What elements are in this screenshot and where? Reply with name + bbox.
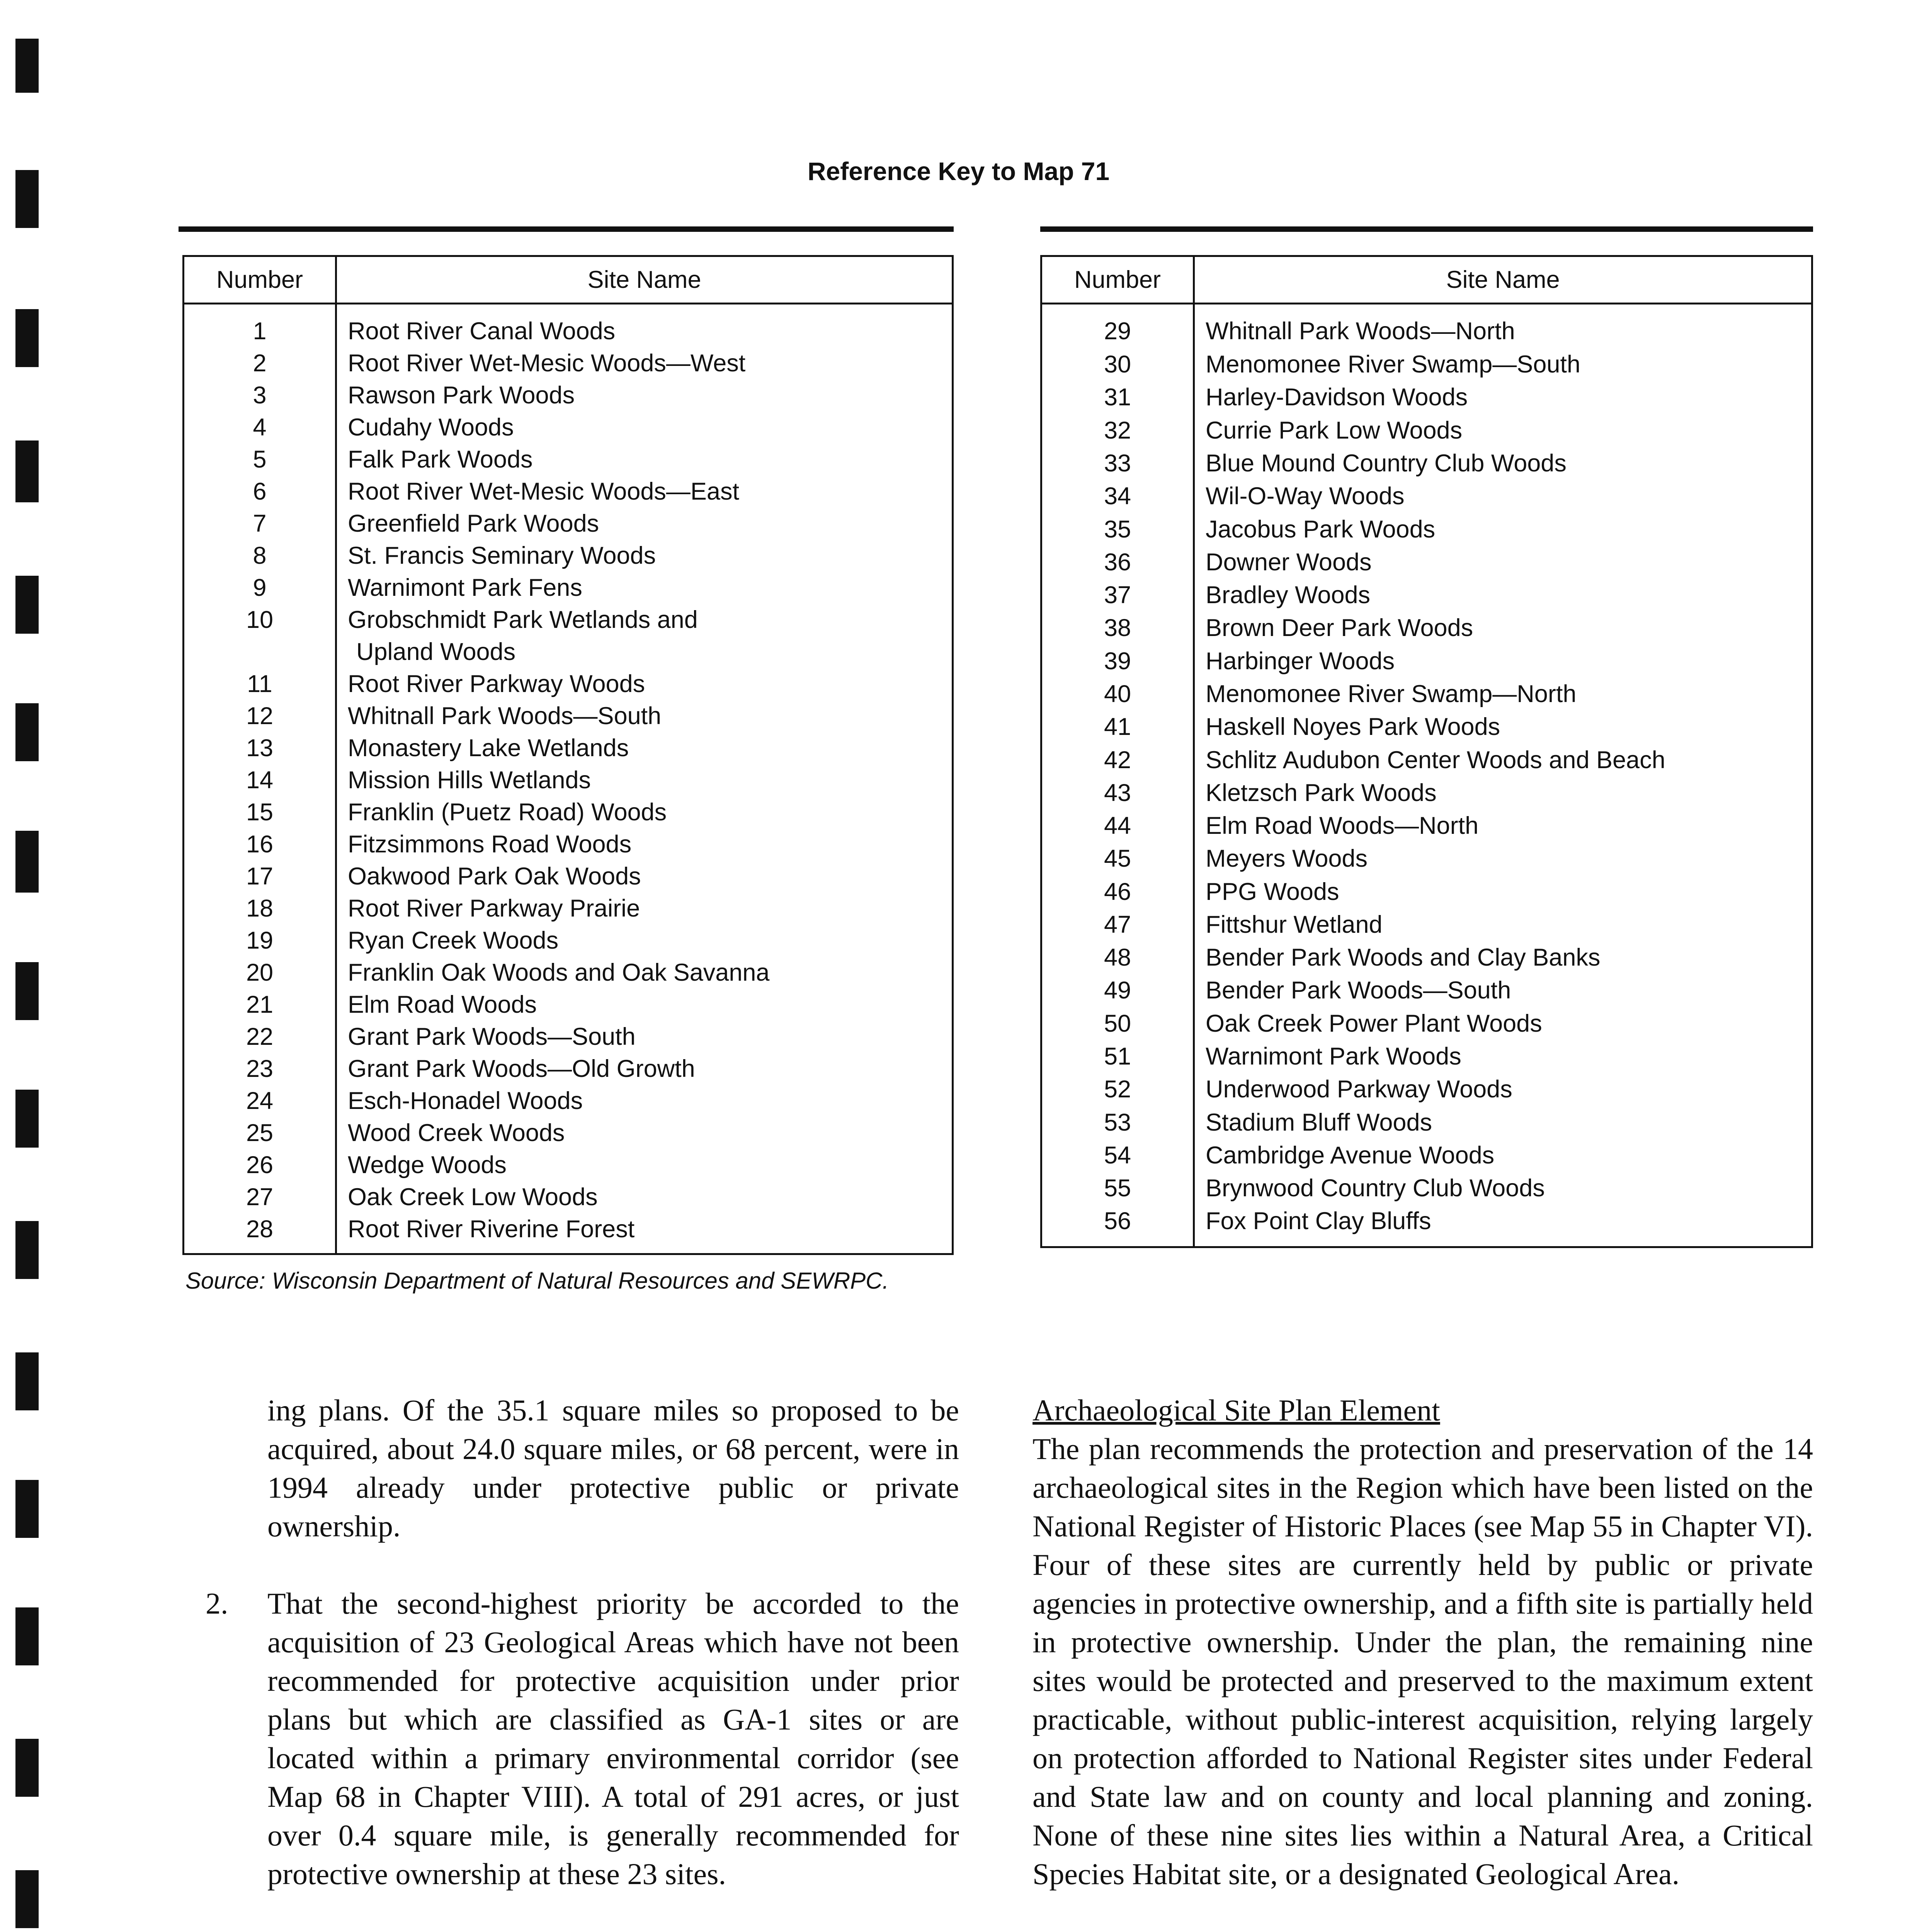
table-row (184, 700, 953, 732)
table-row (1041, 744, 1812, 777)
site-name: St. Francis Seminary Woods (348, 542, 656, 569)
table-row (1041, 1073, 1812, 1106)
site-name: Jacobus Park Woods (1206, 515, 1436, 543)
table-row (1041, 975, 1812, 1007)
archaeological-paragraph: The plan recommends the protection and preservation of the 14 archaeological sites in the Region which have been listed on the National Register of Historic Places (see Map 55 in Chapter VI). Four of these sites are currently held by public or private agencies in protective ownership, and a fifth site is partially held in protective ownership. Under the plan, the remaining nine sites would be protected and preserved to the maximum extent practicable, without public-interest acquisition, relying largely on protection afforded to National Register sites under Federal and State law and on county and local planning and zoning. None of these nine sites lies within a Natural Area, a Critical Species Habitat site, or a designated Geological Area. (1032, 1432, 1813, 1891)
table-row (184, 1021, 953, 1053)
site-number: 15 (184, 796, 336, 828)
site-name: Underwood Parkway Woods (1206, 1076, 1512, 1103)
site-number: 13 (184, 732, 336, 764)
site-name: Wood Creek Woods (348, 1119, 565, 1146)
table-filler-row (1041, 1238, 1812, 1247)
site-number: 50 (1041, 1008, 1194, 1041)
number-header: Number (1041, 256, 1194, 304)
site-name: Upland Woods (356, 638, 516, 665)
site-number: 5 (184, 444, 336, 476)
site-number: 2 (184, 347, 336, 379)
site-name: Menomonee River Swamp—South (1206, 351, 1580, 378)
table-row (184, 604, 953, 636)
table-row (1041, 1107, 1812, 1139)
left-reference-table (182, 255, 954, 1255)
table-row (184, 444, 953, 476)
site-number: 8 (184, 540, 336, 572)
table-row (184, 1053, 953, 1085)
table-row (184, 379, 953, 412)
table-source-note: Source: Wisconsin Department of Natural Resources and SEWRPC. (185, 1268, 889, 1294)
site-number: 9 (184, 572, 336, 604)
list-number: 2. (206, 1587, 228, 1620)
site-name: Wedge Woods (348, 1151, 507, 1179)
site-name: Warnimont Park Woods (1206, 1043, 1461, 1070)
table-row (1041, 678, 1812, 711)
site-name: Grant Park Woods—South (348, 1023, 636, 1050)
site-name: Cambridge Avenue Woods (1206, 1141, 1495, 1169)
site-number: 22 (184, 1021, 336, 1053)
site-name-header: Site Name (1194, 256, 1812, 304)
site-number: 11 (184, 668, 336, 700)
table-row (184, 636, 953, 668)
site-name: Stadium Bluff Woods (1206, 1109, 1432, 1136)
site-name: Fitzsimmons Road Woods (348, 831, 632, 858)
site-name: Whitnall Park Woods—North (1206, 318, 1515, 345)
table-filler-row (184, 1245, 953, 1254)
site-number: 25 (184, 1117, 336, 1149)
table-row (1041, 1172, 1812, 1205)
site-number: 24 (184, 1085, 336, 1117)
site-number: 38 (1041, 612, 1194, 645)
site-name: Haskell Noyes Park Woods (1206, 713, 1500, 741)
site-number: 44 (1041, 810, 1194, 843)
site-name: Currie Park Low Woods (1206, 417, 1463, 444)
table-row (184, 572, 953, 604)
page-title: Reference Key to Map 71 (807, 157, 1110, 185)
site-number: 45 (1041, 843, 1194, 876)
site-name: Meyers Woods (1206, 845, 1368, 872)
site-number: 32 (1041, 415, 1194, 447)
right-table-rule (1040, 226, 1813, 232)
table-row (184, 925, 953, 957)
site-number: 29 (1041, 304, 1194, 349)
table-row (184, 1149, 953, 1181)
site-number: 56 (1041, 1205, 1194, 1238)
table-row (1041, 349, 1812, 381)
table-row (1041, 1139, 1812, 1172)
table-row (184, 476, 953, 508)
table-row (1041, 843, 1812, 876)
site-number: 40 (1041, 678, 1194, 711)
site-name: Grobschmidt Park Wetlands and (348, 606, 698, 633)
site-number: 43 (1041, 777, 1194, 810)
site-number: 51 (1041, 1041, 1194, 1073)
site-name: Elm Road Woods (348, 991, 537, 1018)
table-row (1041, 876, 1812, 909)
site-name: Harbinger Woods (1206, 647, 1395, 675)
table-row (184, 1181, 953, 1213)
site-name: Monastery Lake Wetlands (348, 735, 629, 762)
site-number: 7 (184, 508, 336, 540)
site-name: Root River Parkway Prairie (348, 895, 640, 922)
site-name: Downer Woods (1206, 548, 1372, 576)
site-number: 55 (1041, 1172, 1194, 1205)
site-name: Rawson Park Woods (348, 382, 575, 409)
table-row (1041, 612, 1812, 645)
site-name: Whitnall Park Woods—South (348, 702, 662, 730)
site-name-header: Site Name (336, 256, 953, 304)
site-number: 4 (184, 412, 336, 444)
table-row (1041, 777, 1812, 810)
right-reference-table (1040, 255, 1813, 1248)
table-row (184, 957, 953, 989)
site-number: 23 (184, 1053, 336, 1085)
site-number: 3 (184, 379, 336, 412)
site-number: 26 (184, 1149, 336, 1181)
right-text-column (1032, 1391, 1813, 1932)
site-name: Ryan Creek Woods (348, 927, 559, 954)
table-row (1041, 711, 1812, 744)
site-number: 12 (184, 700, 336, 732)
table-row (1041, 810, 1812, 843)
table-row (184, 304, 953, 348)
table-row (184, 347, 953, 379)
table-row (1041, 381, 1812, 414)
site-name: Schlitz Audubon Center Woods and Beach (1206, 746, 1665, 774)
site-name: Root River Riverine Forest (348, 1216, 635, 1243)
site-name: Esch-Honadel Woods (348, 1087, 583, 1114)
site-name: Blue Mound Country Club Woods (1206, 449, 1567, 477)
site-name: Root River Wet-Mesic Woods—East (348, 478, 739, 505)
table-row (184, 1085, 953, 1117)
table-row (1041, 579, 1812, 612)
table-row (1041, 415, 1812, 447)
site-name: Fox Point Clay Bluffs (1206, 1208, 1431, 1235)
site-number: 39 (1041, 645, 1194, 678)
table-row (1041, 1205, 1812, 1238)
list-text: That the second-highest priority be accorded to the acquisition of 23 Geological Areas which have not been recommended for protective acquisition under prior plans but which are classified as GA-1 sites or are located within a primary environmental corridor (see Map 68 in Chapter VIII). A total of 291 acres, or just over 0.4 square mile, is generally recommended for protective ownership at these 23 sites. (267, 1587, 959, 1891)
site-number: 34 (1041, 480, 1194, 513)
table-row (184, 764, 953, 796)
table-row (1041, 304, 1812, 349)
site-name: Warnimont Park Fens (348, 574, 582, 601)
site-number: 20 (184, 957, 336, 989)
site-number: 54 (1041, 1139, 1194, 1172)
table-row (184, 508, 953, 540)
site-name: Greenfield Park Woods (348, 510, 599, 537)
site-name: Bender Park Woods—South (1206, 977, 1511, 1004)
site-number: 30 (1041, 349, 1194, 381)
table-row (1041, 447, 1812, 480)
site-number: 41 (1041, 711, 1194, 744)
table-row (1041, 909, 1812, 942)
table-row (184, 540, 953, 572)
site-name: Falk Park Woods (348, 446, 533, 473)
site-number: 21 (184, 989, 336, 1021)
site-name: Root River Wet-Mesic Woods—West (348, 350, 746, 377)
site-name: Bender Park Woods and Clay Banks (1206, 944, 1601, 971)
site-name: Franklin (Puetz Road) Woods (348, 799, 667, 826)
site-number: 35 (1041, 514, 1194, 546)
site-number: 33 (1041, 447, 1194, 480)
site-name: Grant Park Woods—Old Growth (348, 1055, 695, 1082)
site-name: Brynwood Country Club Woods (1206, 1175, 1545, 1202)
site-name: Cudahy Woods (348, 414, 514, 441)
table-row (1041, 1041, 1812, 1073)
site-name: Root River Canal Woods (348, 318, 616, 345)
site-number: 10 (184, 604, 336, 636)
table-row (184, 861, 953, 893)
table-row (184, 1213, 953, 1245)
site-number: 52 (1041, 1073, 1194, 1106)
site-number: 49 (1041, 975, 1194, 1007)
section-subheading: Archaeological Site Plan Element (1032, 1393, 1440, 1427)
site-number: 37 (1041, 579, 1194, 612)
site-name: Oakwood Park Oak Woods (348, 863, 641, 890)
site-number: 6 (184, 476, 336, 508)
table-row (184, 412, 953, 444)
intro-paragraph: ing plans. Of the 35.1 square miles so proposed to be acquired, about 24.0 square miles, or 68 percent, were in 1994 already under protective public or private ownership. (267, 1393, 959, 1543)
table-row (184, 668, 953, 700)
site-number: 17 (184, 861, 336, 893)
table-row (184, 828, 953, 861)
table-row (184, 732, 953, 764)
table-row (184, 989, 953, 1021)
site-number: 47 (1041, 909, 1194, 942)
site-number: 31 (1041, 381, 1194, 414)
table-row (184, 796, 953, 828)
site-number (184, 636, 336, 668)
site-number: 19 (184, 925, 336, 957)
site-number: 27 (184, 1181, 336, 1213)
site-name: Elm Road Woods—North (1206, 812, 1479, 840)
site-number: 16 (184, 828, 336, 861)
site-number: 1 (184, 304, 336, 348)
site-name: Oak Creek Power Plant Woods (1206, 1010, 1542, 1037)
site-number: 46 (1041, 876, 1194, 909)
site-name: Kletzsch Park Woods (1206, 779, 1437, 806)
site-number: 36 (1041, 546, 1194, 579)
table-row (1041, 546, 1812, 579)
left-table-rule (179, 226, 954, 232)
site-name: Harley-Davidson Woods (1206, 384, 1468, 411)
site-name: Mission Hills Wetlands (348, 767, 591, 794)
table-row (1041, 480, 1812, 513)
site-name: Wil-O-Way Woods (1206, 483, 1405, 510)
site-name: Bradley Woods (1206, 582, 1371, 609)
left-text-column (206, 1391, 959, 1932)
site-name: Brown Deer Park Woods (1206, 614, 1473, 642)
table-row (1041, 514, 1812, 546)
table-row (184, 893, 953, 925)
site-number: 48 (1041, 942, 1194, 975)
site-number: 18 (184, 893, 336, 925)
site-name: Franklin Oak Woods and Oak Savanna (348, 959, 770, 986)
site-number: 28 (184, 1213, 336, 1245)
table-row (184, 1117, 953, 1149)
site-number: 42 (1041, 744, 1194, 777)
table-row (1041, 942, 1812, 975)
site-name: Fittshur Wetland (1206, 911, 1383, 938)
number-header: Number (184, 256, 336, 304)
site-name: Root River Parkway Woods (348, 670, 645, 697)
table-row (1041, 645, 1812, 678)
site-number: 53 (1041, 1107, 1194, 1139)
table-row (1041, 1008, 1812, 1041)
site-name: Oak Creek Low Woods (348, 1184, 598, 1211)
site-number: 14 (184, 764, 336, 796)
site-name: Menomonee River Swamp—North (1206, 680, 1577, 707)
list-item (206, 1584, 959, 1893)
site-name: PPG Woods (1206, 878, 1339, 905)
